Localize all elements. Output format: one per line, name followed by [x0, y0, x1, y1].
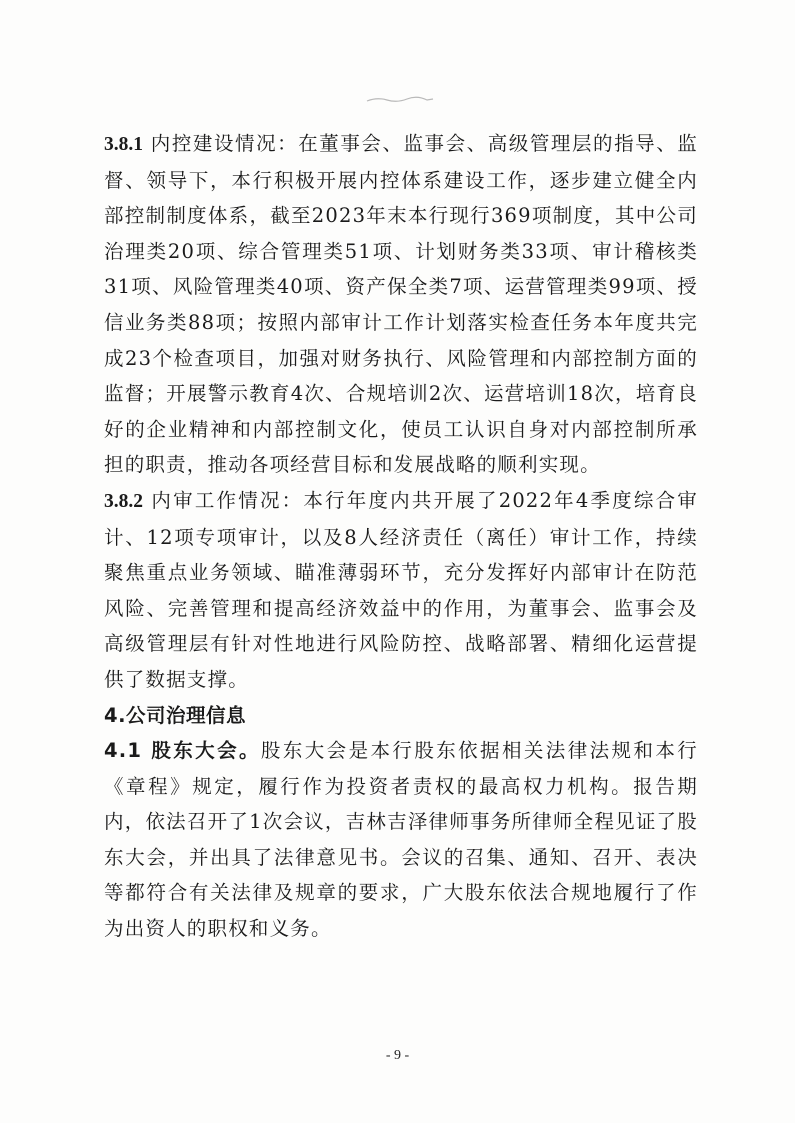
- section-3-8-1: [104, 126, 698, 483]
- document-body: [104, 126, 698, 947]
- section-4-1: [104, 733, 698, 947]
- section-heading-4: 4.公司治理信息: [104, 703, 246, 727]
- section-text: 内控建设情况：在董事会、监事会、高级管理层的指导、监督、领导下，本行积极开展内控体系建设工作，逐步建立健全内部控制制度体系，截至2023年末本行现行369项制度，其中公司治理类20项、综合管理类51项、计划财务类33项、审计稽核类31项、风险管理类40项、资产保全类7项、运营管理类99项、授信业务类88项；按照内部审计工作计划落实检查任务本年度共完成23个检查项目，加强对财务执行、风险管理和内部控制方面的监督；开展警示教育4次、合规培训2次、运营培训18次，培育良好的企业精神和内部控制文化，使员工认识自身对内部控制所承担的职责，推动各项经营目标和发展战略的顺利实现。: [104, 132, 698, 477]
- section-lead: 4.1 股东大会。: [104, 739, 261, 763]
- section-text: 内审工作情况：本行年度内共开展了2022年4季度综合审计、12项专项审计，以及8人经济责任（离任）审计工作，持续聚焦重点业务领域、瞄准薄弱环节，充分发挥好内部审计在防范风险、完善管理和提高经济效益中的作用，为董事会、监事会及高级管理层有针对性地进行风险防控、战略部署、精细化运营提供了数据支撑。: [104, 488, 698, 691]
- section-text: 股东大会是本行股东依据相关法律法规和本行《章程》规定，履行作为投资者责权的最高权力机构。报告期内，依法召开了1次会议，吉林吉泽律师事务所律师全程见证了股东大会，并出具了法律意见书。会议的召集、通知、召开、表决等都符合有关法律及规章的要求，广大股东依法合规地履行了作为出资人的职权和义务。: [104, 739, 698, 941]
- section-number: 3.8.1: [104, 134, 143, 155]
- section-3-8-2: [104, 483, 698, 698]
- scan-artifact-mark: [365, 96, 435, 104]
- page-number: - 9 -: [385, 1048, 410, 1063]
- section-number: 3.8.2: [104, 490, 143, 512]
